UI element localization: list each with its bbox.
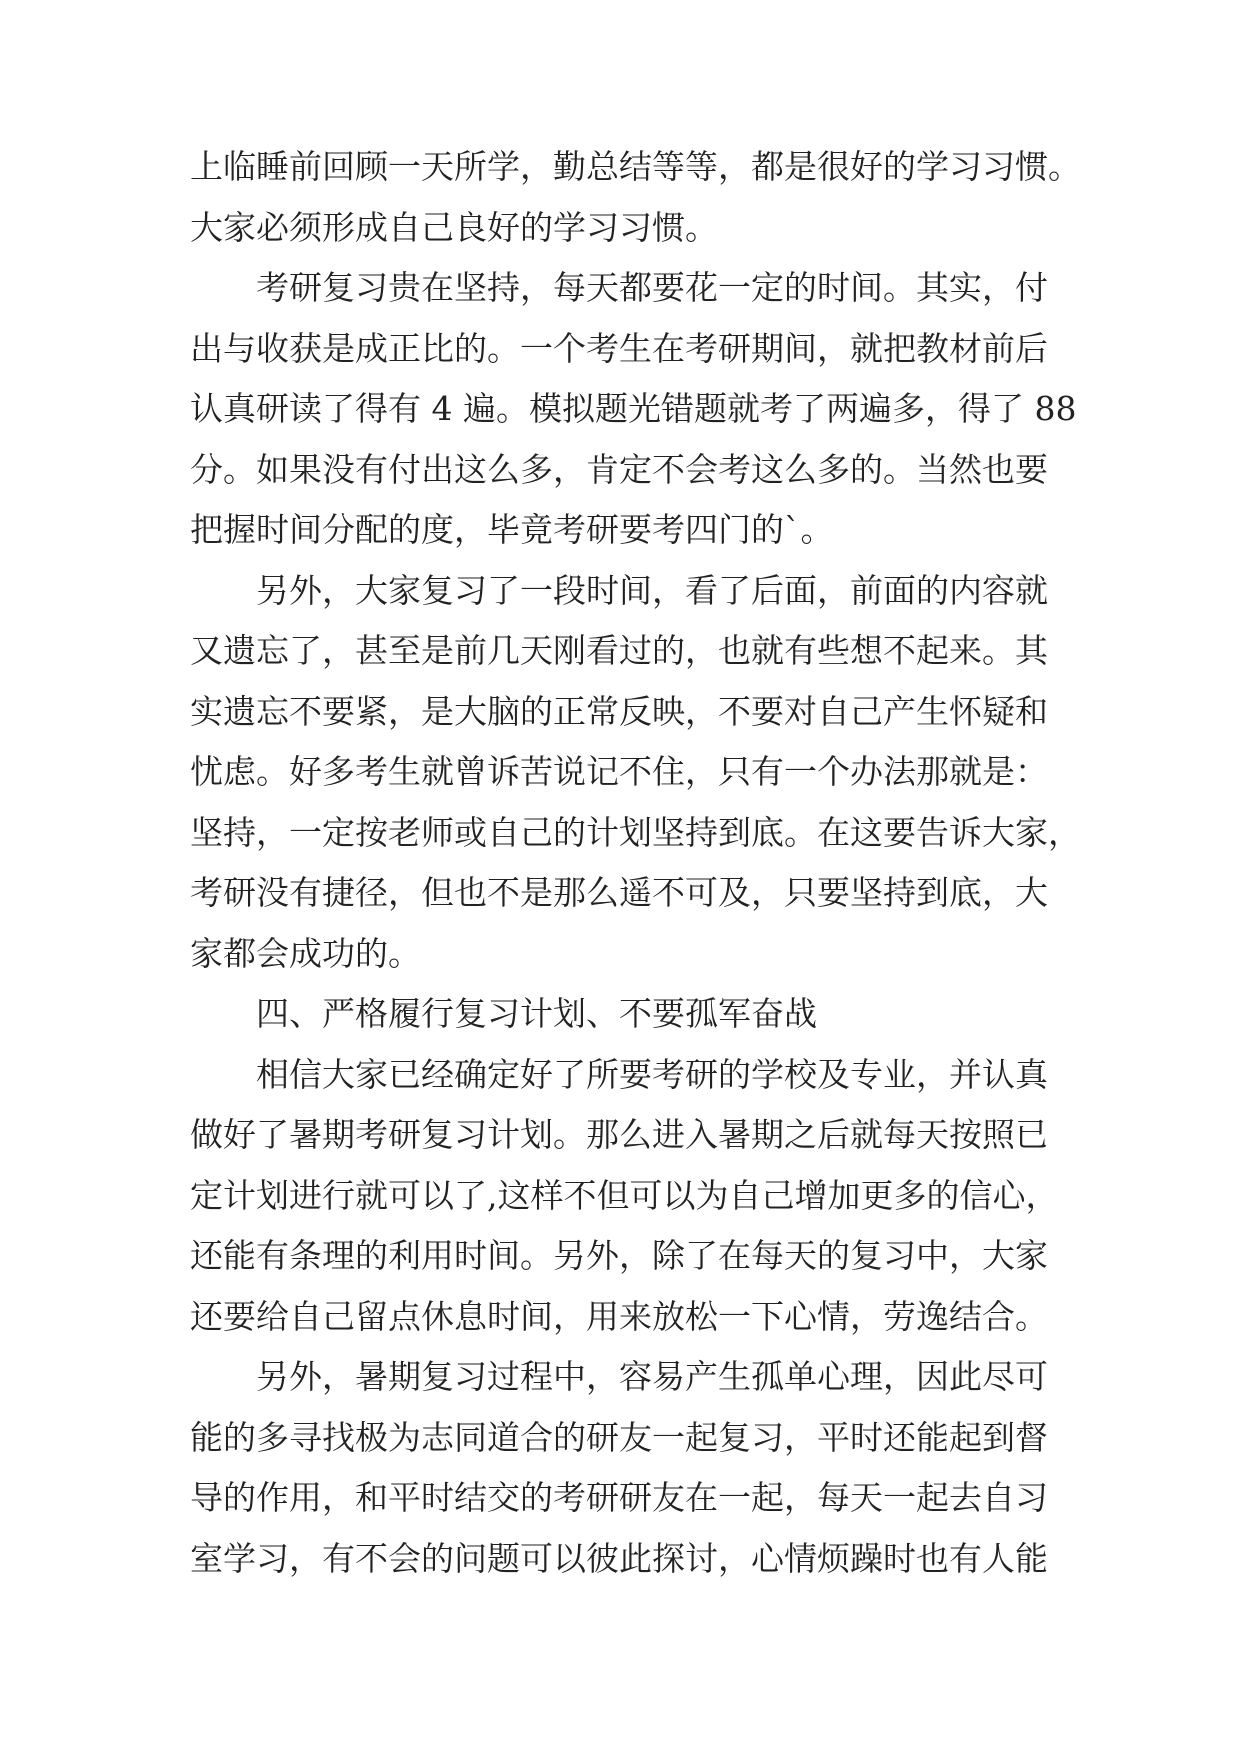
text-line: 家都会成功的。	[190, 934, 421, 973]
text-line: 把握时间分配的度，毕竟考研要考四门的`。	[190, 510, 834, 549]
text-line: 认真研读了得有 4 遍。模拟题光错题就考了两遍多，得了 88	[190, 389, 1077, 428]
text-line: 定计划进行就可以了,这样不但可以为自己增加更多的信心，	[190, 1176, 1059, 1215]
text-line: 坚持，一定按老师或自己的计划坚持到底。在这要告诉大家，	[190, 813, 1081, 852]
text-line: 做好了暑期考研复习计划。那么进入暑期之后就每天按照已	[190, 1115, 1048, 1154]
text-line: 考研没有捷径，但也不是那么遥不可及，只要坚持到底，大	[190, 873, 1048, 912]
heading-line: 四、严格履行复习计划、不要孤军奋战	[256, 994, 817, 1033]
text-line: 分。如果没有付出这么多，肯定不会考这么多的。当然也要	[190, 450, 1048, 489]
text-line: 还能有条理的利用时间。另外，除了在每天的复习中，大家	[190, 1236, 1048, 1275]
text-line: 还要给自己留点休息时间，用来放松一下心情，劳逸结合。	[190, 1297, 1048, 1336]
text-line: 考研复习贵在坚持，每天都要花一定的时间。其实，付	[256, 268, 1048, 307]
text-line: 实遗忘不要紧，是大脑的正常反映，不要对自己产生怀疑和	[190, 692, 1048, 731]
text-line: 大家必须形成自己良好的学习习惯。	[190, 208, 718, 247]
text-line: 上临睡前回顾一天所学，勤总结等等，都是很好的学习习惯。	[190, 147, 1081, 186]
text-line: 导的作用，和平时结交的考研研友在一起，每天一起去自习	[190, 1478, 1048, 1517]
text-line: 另外，暑期复习过程中，容易产生孤单心理，因此尽可	[256, 1357, 1048, 1396]
text-line: 另外，大家复习了一段时间，看了后面，前面的内容就	[256, 571, 1048, 610]
text-line: 出与收获是成正比的。一个考生在考研期间，就把教材前后	[190, 329, 1048, 368]
text-line: 又遗忘了，甚至是前几天刚看过的，也就有些想不起来。其	[190, 631, 1048, 670]
text-line: 相信大家已经确定好了所要考研的学校及专业，并认真	[256, 1055, 1048, 1094]
text-line: 忧虑。好多考生就曾诉苦说记不住，只有一个办法那就是：	[190, 752, 1048, 791]
text-line: 能的多寻找极为志同道合的研友一起复习，平时还能起到督	[190, 1418, 1048, 1457]
text-line: 室学习，有不会的问题可以彼此探讨，心情烦躁时也有人能	[190, 1539, 1048, 1578]
